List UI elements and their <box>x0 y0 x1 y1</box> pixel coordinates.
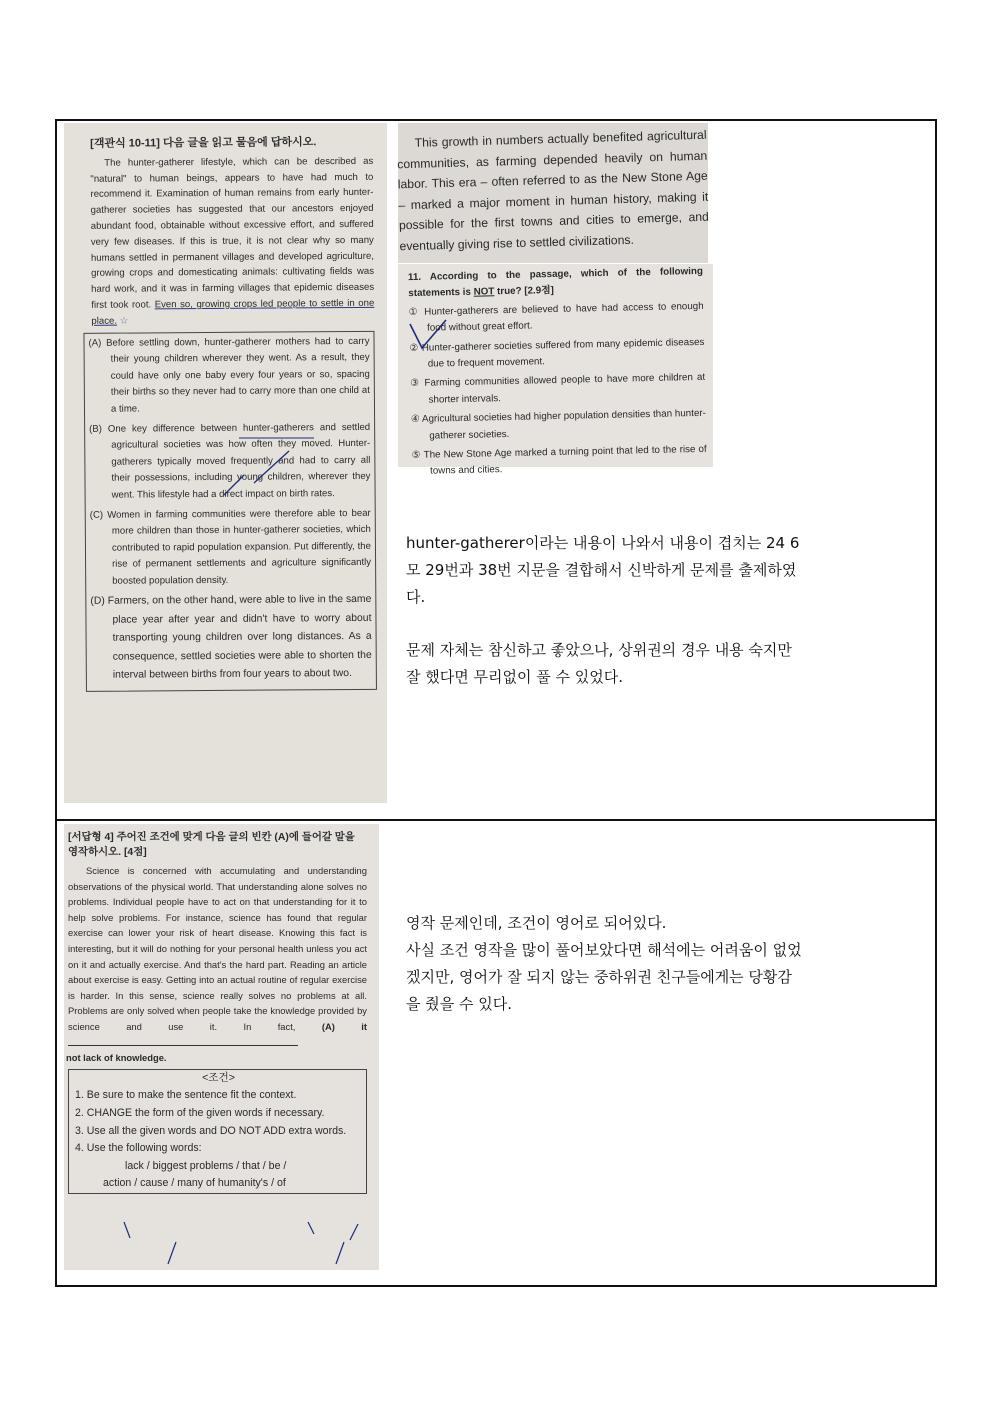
option-b: (B) One key difference between hunter-gatherers and settled agricultural societies was how often they moved. Hunter-gatherers typically moved frequently and had to carry all their possessions, including young children, wherever they went. This lifestyle had a direct impact on birth rates. <box>89 421 371 501</box>
given-words-2: action / cause / many of humanity's / of <box>103 1177 286 1190</box>
choice-2: ② Hunter-gatherer societies suffered from many epidemic diseases due to frequent movement. <box>409 336 705 370</box>
writing-passage: Science is concerned with accumulating and understanding observations of the physical world. That understanding alone solves no problems. Individual people have to act on that understanding for it to help solve problems. For instance, science has found that regular exercise can lower your risk of heart disease. Knowing this fact is interesting, but it will do nothing for your personal health unless you act on it and actually exercise. And that's the hard part. Reading an article about exercise is easy. Getting into an actual routine of regular exercise is harder. In this sense, science really solves no problems at all. Problems are only solved when people take the knowledge provided by science and use it. In fact, (A) it <box>68 863 367 1050</box>
continuation-text: This growth in numbers actually benefited agricultural communities, as farming depended heavily on human labor. This era – often referred to as the New Stone Age – marked a major moment in human history, making it possible for the first towns and cities to emerge, and eventually giving rise to settled civilizations. <box>397 127 710 253</box>
choice-4: ④ Agricultural societies had higher population densities than hunter-gatherer societies. <box>410 408 706 442</box>
commentary-row2-p2: 사실 조건 영작을 많이 풀어보았다면 해석에는 어려움이 없었겠지만, 영어가 잘 되지 않는 중하위권 친구들에게는 당황감을 줬을 수 있다. <box>406 941 802 1013</box>
star-mark: ☆ <box>119 315 129 327</box>
row-divider <box>57 819 935 821</box>
question-header: [객관식 10-11] 다음 글을 읽고 물음에 답하시오. <box>90 136 317 150</box>
condition-1: 1. Be sure to make the sentence fit the context. <box>75 1089 297 1102</box>
option-d: (D) Farmers, on the other hand, were able to live in the same place year after year and didn't have to worry about transporting young children over long distances. As a consequence, settled societies were able to shorten the interval between births from four years to about two. <box>90 594 372 682</box>
commentary-row1-p1: hunter-gatherer이라는 내용이 나와서 내용이 겹치는 24 6모 29번과 38번 지문을 결합해서 신박하게 문제를 출제하였다. <box>406 534 800 606</box>
commentary-row2-p1: 영작 문제인데, 조건이 영어로 되어있다. <box>406 914 667 932</box>
passage-underlined-sentence: Even so, growing crops led people to settle in one place. <box>91 297 375 327</box>
condition-2: 2. CHANGE the form of the given words if necessary. <box>75 1106 325 1119</box>
choice-5: ⑤ The New Stone Age marked a turning point that led to the rise of towns and cities. <box>411 443 707 478</box>
option-c: (C) Women in farming communities were therefore able to bear more children than those in hunter-gatherer societies, which contributed to rapid population expansion. Put differently, the rise of permanent settlements and agriculture significantly boosted population density. <box>89 507 372 587</box>
writing-question-photo <box>64 824 379 1270</box>
choice-1: ① Hunter-gatherers are believed to have had access to enough food without great effort. <box>408 300 704 334</box>
option-a: (A) Before settling down, hunter-gatherer mothers had to carry their young children wherever they went. As a result, they could have only one baby every four years or so, spacing their births so they never had to carry more than one child at a time. <box>88 335 370 415</box>
commentary-row2 <box>406 910 806 1018</box>
conditions-box <box>68 1069 367 1194</box>
given-words-1: lack / biggest problems / that / be / <box>125 1159 287 1172</box>
passage-photo <box>64 123 387 803</box>
writing-header: [서답형 4] 주어진 조건에 맞게 다음 글의 빈칸 (A)에 들어갈 말을 영작하시오. [4점] <box>68 832 355 858</box>
options-box <box>83 330 377 691</box>
condition-4: 4. Use the following words: <box>75 1142 202 1155</box>
conditions-title: <조건> <box>202 1071 235 1084</box>
choice-3: ③ Farming communities allowed people to have more children at shorter intervals. <box>410 372 706 406</box>
commentary-row1 <box>406 530 806 691</box>
after-blank: not lack of knowledge. <box>66 1052 167 1064</box>
condition-3: 3. Use all the given words and DO NOT ADD extra words. <box>75 1124 347 1137</box>
question-11-stem: 11. According to the passage, which of the following statements is NOT true? [2.9점] <box>407 265 704 300</box>
question-11-photo <box>398 264 713 478</box>
blank-label: (A) it <box>321 1020 367 1032</box>
passage-continuation-photo <box>398 123 708 263</box>
commentary-row1-p2: 문제 자체는 참신하고 좋았으나, 상위권의 경우 내용 숙지만 잘 했다면 무리없이 풀 수 있었다. <box>406 641 792 686</box>
passage-intro: The hunter-gatherer lifestyle, which can be described as "natural" to human beings, appears to have had much to recommend it. Examination of human remains from early hunter-gatherer societies has suggested that our ancestors enjoyed abundant food, obtainable without excessive effort, and suffered very few diseases. If this is true, it is not clear why so many humans settled in permanent villages and developed agriculture, growing crops and domesticating animals: cultivating fields was hard work, and it was in farming villages that epidemic diseases first took root. <box>90 155 375 311</box>
